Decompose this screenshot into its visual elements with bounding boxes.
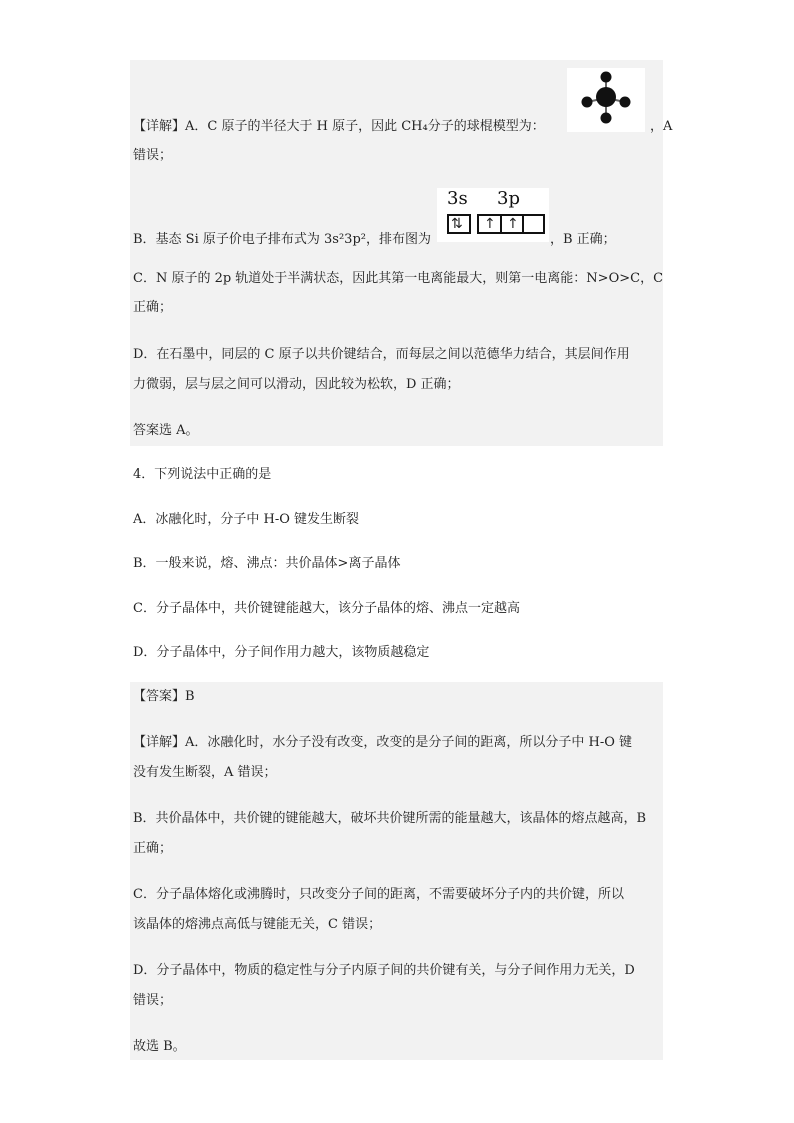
explanation-4d-line1: D．分子晶体中，物质的稳定性与分子内原子间的共价键有关，与分子间作用力无关，D [133, 963, 635, 978]
explanation-4d-line2: 错误； [133, 993, 173, 1008]
explanation-c-line1: C．N 原子的 2p 轨道处于半满状态，因此其第一电离能最大，则第一电离能：N>O>C，C [133, 271, 664, 286]
explanation-b-suffix: ，B 正确； [550, 232, 616, 247]
option-b: B．一般来说，熔、沸点：共价晶体>离子晶体 [133, 556, 401, 571]
arrow-up-icon: ↑ [484, 216, 496, 232]
option-d: D．分子晶体中，分子间作用力越大，该物质越稳定 [133, 645, 430, 660]
explanation-4a-line1: 【详解】A．冰融化时，水分子没有改变，改变的是分子间的距离，所以分子中 H-O 键 [133, 735, 633, 750]
option-a: A．冰融化时，分子中 H-O 键发生断裂 [133, 512, 360, 527]
orbital-box-3s [447, 214, 471, 234]
si-orbital-diagram [437, 188, 549, 242]
ch4-ball-stick-model [567, 68, 645, 132]
explanation-a-line2: 错误； [133, 148, 173, 163]
explanation-4a-line2: 没有发生断裂，A 错误； [133, 765, 277, 780]
explanation-4b-line1: B．共价晶体中，共价键的键能越大，破坏共价键所需的能量越大，该晶体的熔点越高，B [133, 811, 647, 826]
orbital-label-3p: 3p [497, 188, 520, 209]
previous-answer: 答案选 A。 [133, 423, 199, 438]
answer-4: 【答案】B [133, 689, 195, 704]
explanation-4b-line2: 正确； [133, 841, 173, 856]
explanation-c-line2: 正确； [133, 300, 173, 315]
conclusion: 故选 B。 [133, 1039, 186, 1054]
arrow-up-down-icon: ⇅ [451, 216, 463, 232]
explanation-4c-line2: 该晶体的熔沸点高低与键能无关，C 错误； [133, 917, 382, 932]
arrow-up-icon: ↑ [507, 216, 519, 232]
orbital-label-3s: 3s [447, 188, 468, 209]
explanation-d-line1: D．在石墨中，同层的 C 原子以共价键结合，而每层之间以范德华力结合，其层间作用 [133, 347, 630, 362]
explanation-b-text: B．基态 Si 原子价电子排布式为 3s²3p²，排布图为 [133, 232, 431, 247]
explanation-4c-line1: C．分子晶体熔化或沸腾时，只改变分子间的距离，不需要破坏分子内的共价键，所以 [133, 887, 624, 902]
orbital-box-3p [477, 214, 545, 234]
explanation-a-line1: 【详解】A．C 原子的半径大于 H 原子，因此 CH₄分子的球棍模型为： [133, 119, 545, 134]
explanation-d-line2: 力微弱，层与层之间可以滑动，因此较为松软，D 正确； [133, 377, 460, 392]
question-4-stem: 4．下列说法中正确的是 [133, 467, 272, 482]
option-c: C．分子晶体中，共价键键能越大，该分子晶体的熔、沸点一定越高 [133, 601, 520, 616]
explanation-a-suffix: ，A [650, 119, 673, 134]
